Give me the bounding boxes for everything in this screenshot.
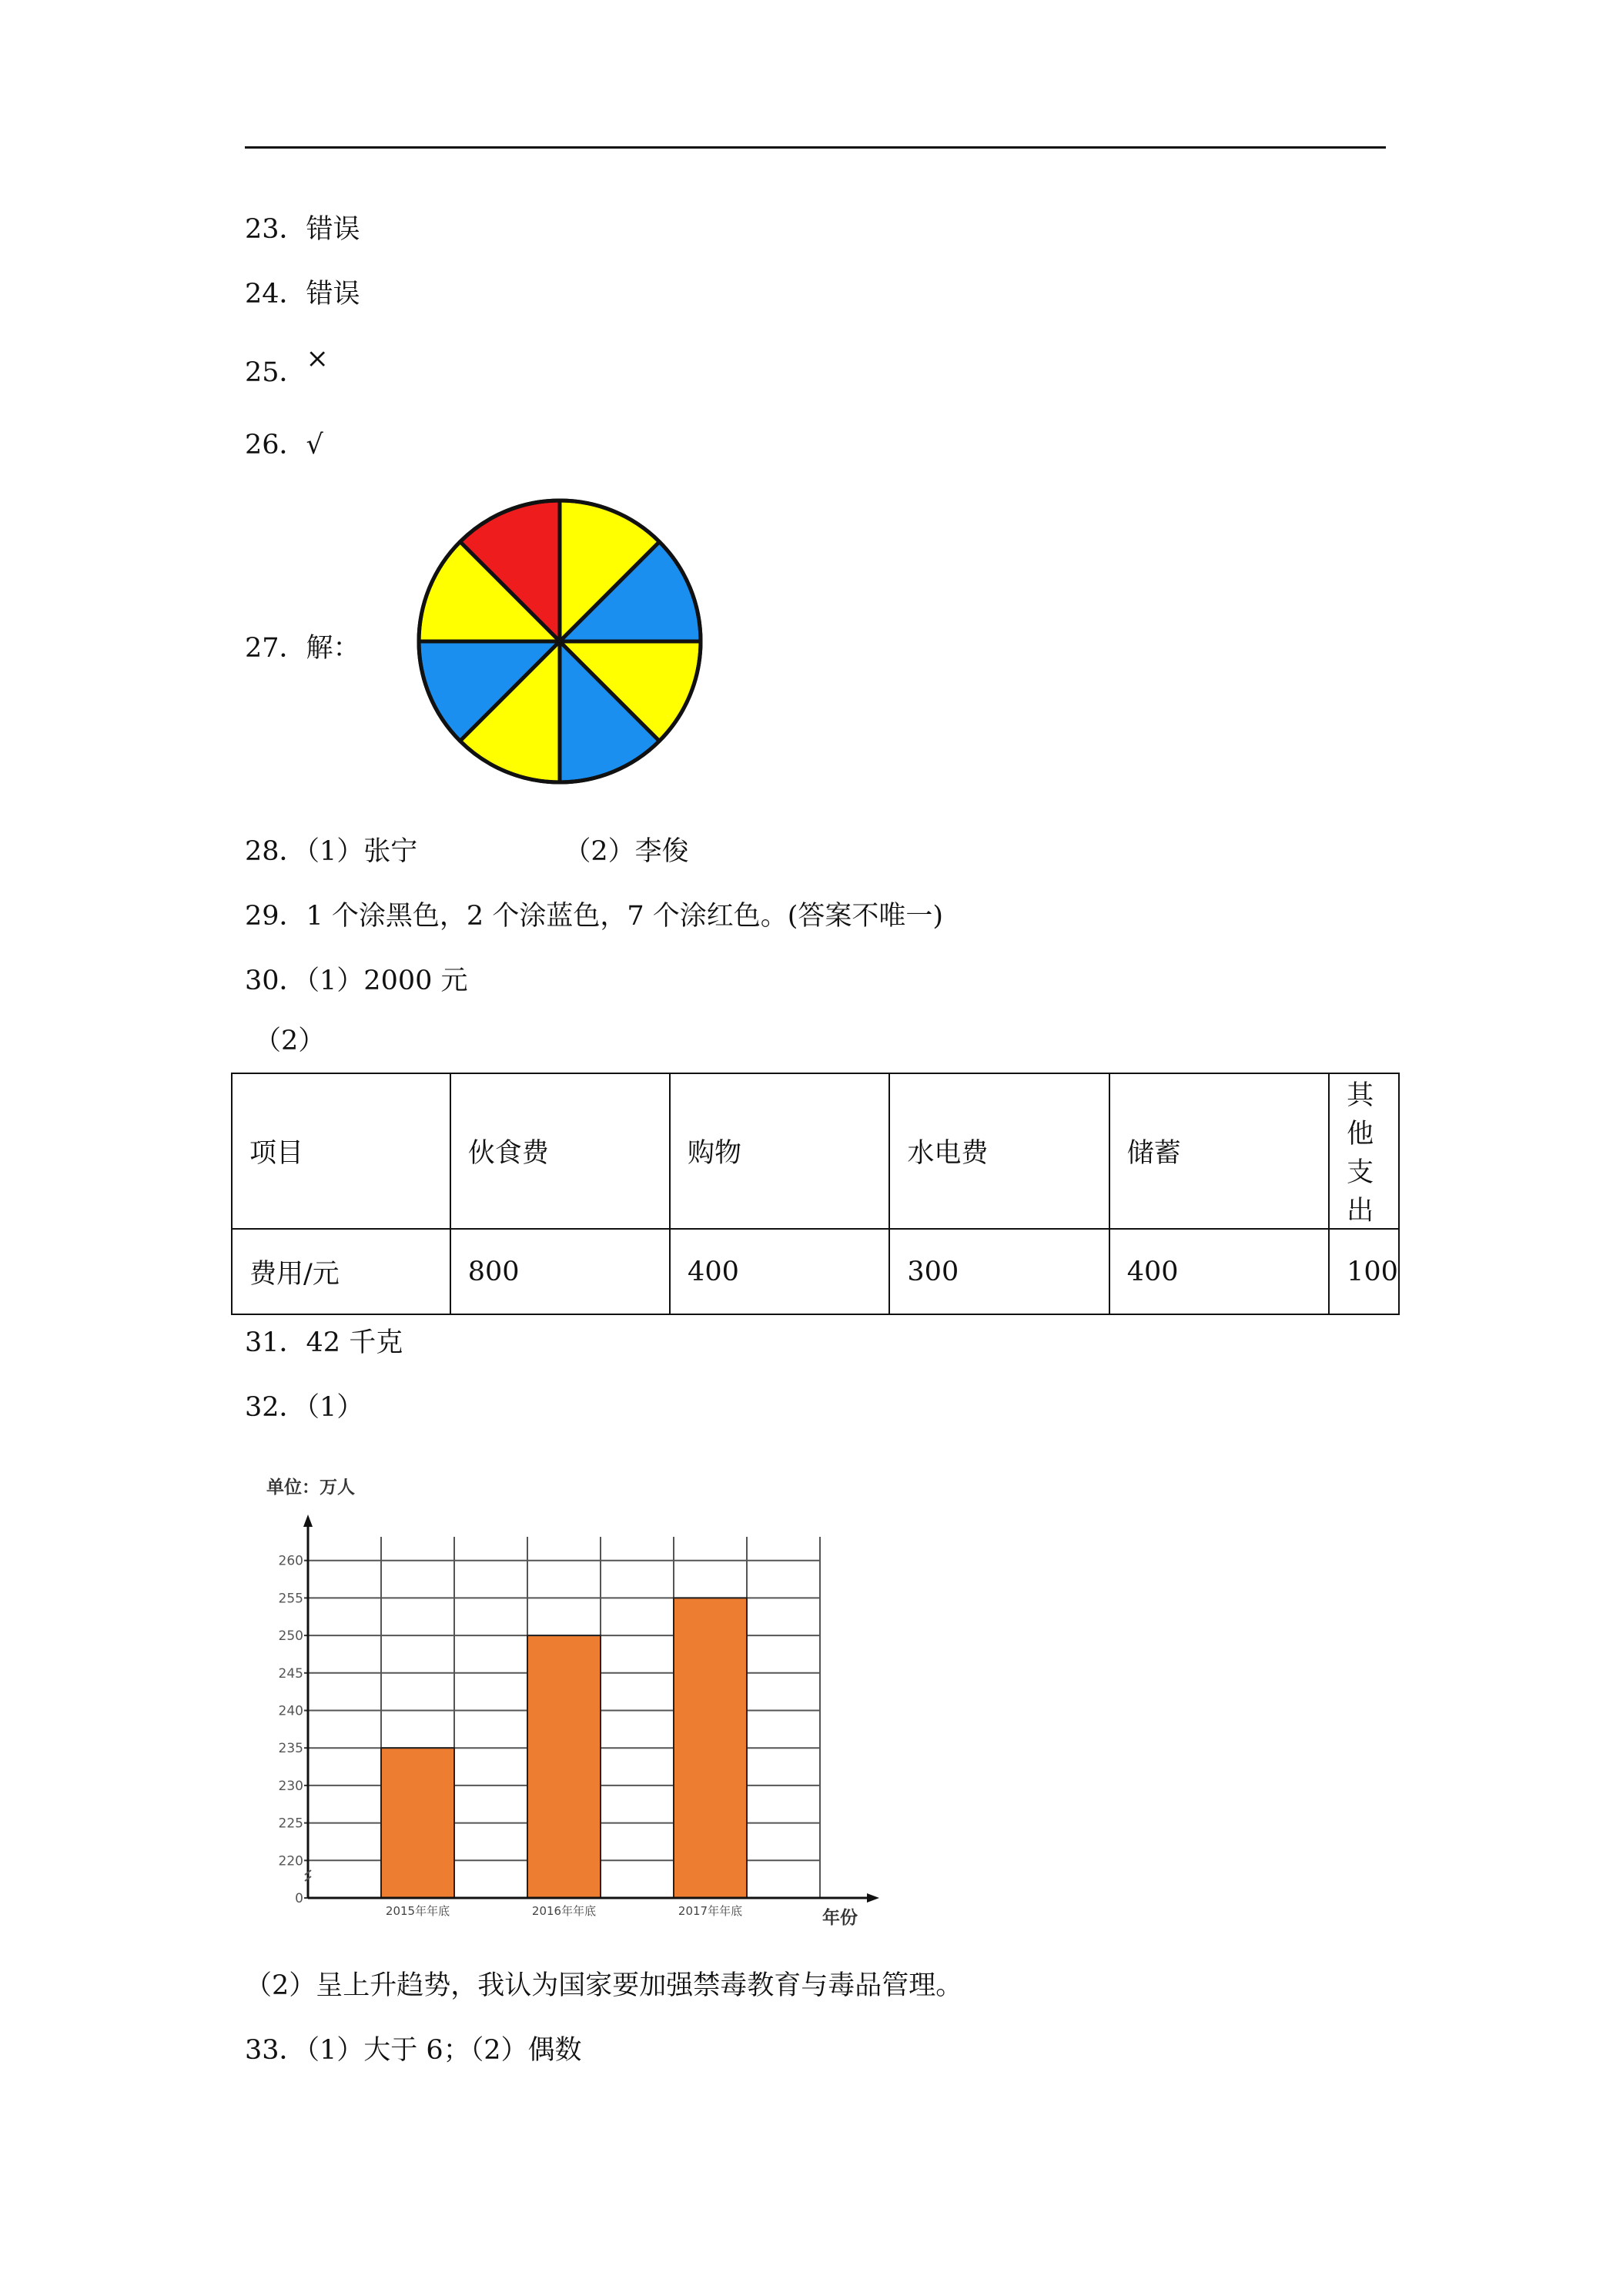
- table-cell: 400: [670, 1229, 889, 1314]
- table-cell: 400: [1109, 1229, 1329, 1314]
- y-axis-arrow: [303, 1514, 313, 1527]
- x-axis-arrow: [867, 1893, 879, 1903]
- answer-24: 24．错误: [245, 279, 360, 310]
- table-cell: 购物: [670, 1073, 889, 1229]
- answer-30-part1: 30．（1）2000 元: [245, 966, 468, 996]
- header-rule: [245, 146, 1386, 149]
- table-header-row: [232, 1073, 1399, 1229]
- answer-31: 31．42 千克: [245, 1327, 403, 1358]
- answer-26: 26．√: [245, 430, 323, 460]
- chart-x-axis-label: 年份: [822, 1908, 858, 1928]
- table-cell: 100: [1329, 1229, 1399, 1314]
- answer-33: 33．（1）大于 6；（2）偶数: [245, 2035, 582, 2066]
- answer-25-number: 25．: [245, 357, 306, 388]
- chart-y-ticks: [279, 1554, 308, 1906]
- colored-wheel: [413, 495, 706, 788]
- answer-25: [245, 343, 329, 390]
- answer-29: 29．1 个涂黑色，2 个涂蓝色，7 个涂红色。(答案不唯一): [245, 901, 944, 932]
- answer-27: 27．解：: [245, 633, 360, 664]
- y-tick-label: 225: [278, 1816, 303, 1832]
- y-tick-label: 255: [278, 1591, 303, 1607]
- y-tick-label: 0: [295, 1891, 303, 1906]
- bar-chart: [254, 1467, 901, 1952]
- answer-23: 23．错误: [245, 214, 360, 245]
- cross-mark: ×: [306, 343, 329, 374]
- expense-table: [231, 1073, 1400, 1315]
- answer-32-part2: （2）呈上升趋势，我认为国家要加强禁毒教育与毒品管理。: [245, 1970, 963, 2001]
- x-tick-label: 2015年年底: [385, 1904, 450, 1918]
- answer-30-part2: （2）: [254, 1026, 326, 1056]
- table-cell: 水电费: [889, 1073, 1109, 1229]
- table-cell: 800: [450, 1229, 670, 1314]
- y-tick-label: 240: [278, 1703, 303, 1719]
- table-cell: 伙食费: [450, 1073, 670, 1229]
- chart-x-ticks: [386, 1904, 742, 1918]
- chart-bars: [381, 1598, 747, 1898]
- table-cell: 储蓄: [1109, 1073, 1329, 1229]
- answer-28-part1: 28．（1）张宁: [245, 836, 418, 867]
- chart-unit-label: 单位：万人: [266, 1478, 355, 1498]
- table-cell: 其他支出: [1329, 1073, 1399, 1229]
- table-cell: 费用/元: [232, 1229, 450, 1314]
- y-tick-label: 235: [278, 1741, 303, 1757]
- bar-1: [381, 1748, 454, 1898]
- answer-32-part1: 32．（1）: [245, 1392, 364, 1423]
- answer-28-part2: （2）李俊: [564, 836, 689, 867]
- table-row: [232, 1229, 1399, 1314]
- x-tick-label: 2016年年底: [531, 1904, 597, 1918]
- bar-2: [527, 1635, 601, 1898]
- x-tick-label: 2017年年底: [678, 1904, 743, 1918]
- y-tick-label: 245: [278, 1665, 303, 1682]
- table-cell: 项目: [232, 1073, 450, 1229]
- bar-3: [674, 1598, 747, 1898]
- y-tick-label: 220: [278, 1853, 303, 1869]
- table-cell: 300: [889, 1229, 1109, 1314]
- answer-28: [245, 835, 689, 869]
- y-tick-label: 250: [278, 1628, 303, 1645]
- y-tick-label: 260: [278, 1553, 303, 1569]
- y-tick-label: 230: [278, 1778, 303, 1794]
